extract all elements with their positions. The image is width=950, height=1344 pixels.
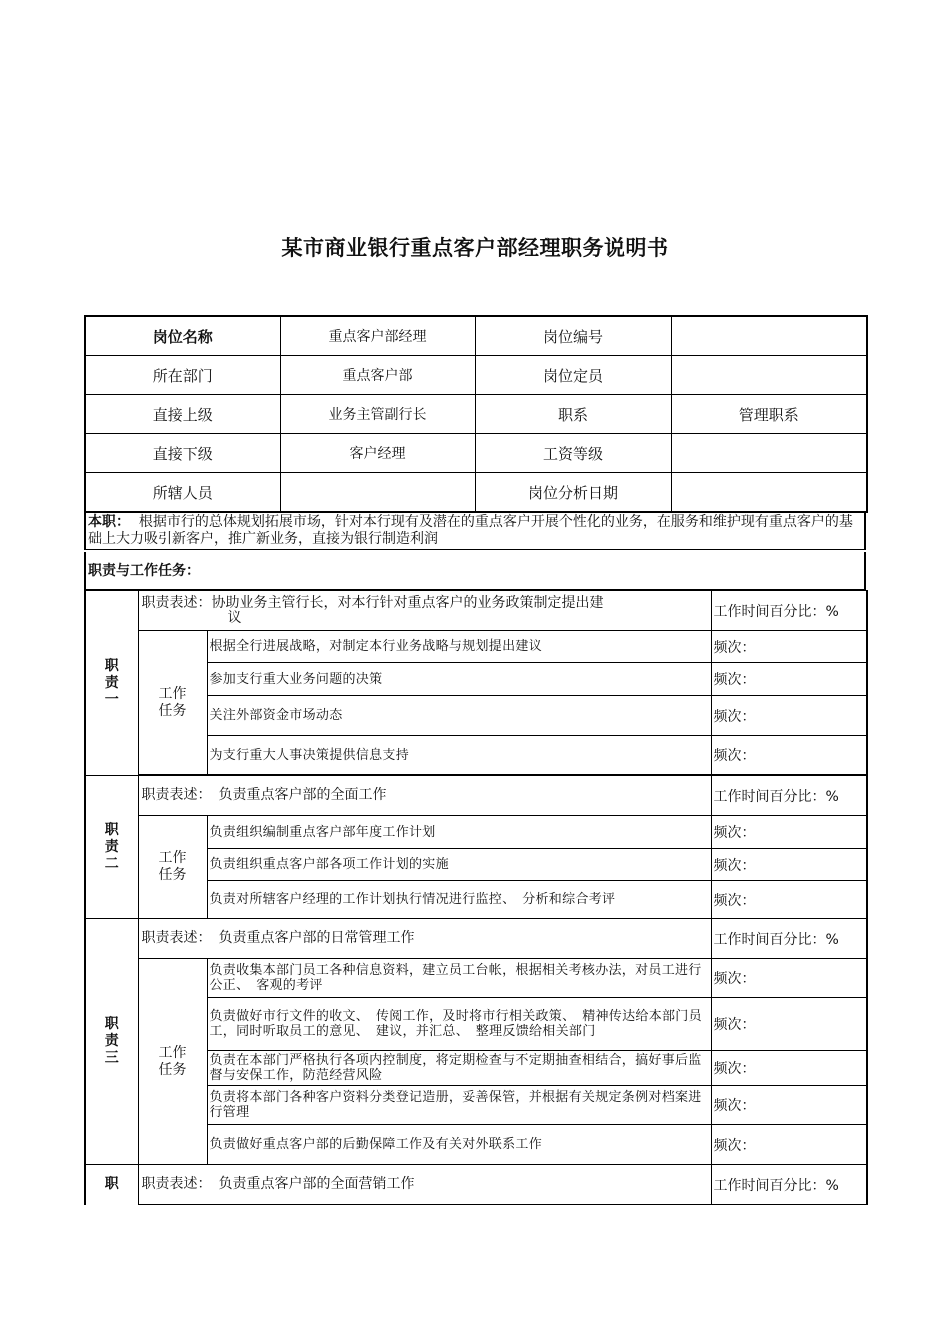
info-row <box>85 395 867 434</box>
position-info-table <box>84 315 868 513</box>
duty-desc-row <box>85 919 867 959</box>
frequency: 频次： <box>711 849 867 881</box>
info-value: 管理职系 <box>671 395 867 434</box>
task-text: 负责将本部门各种客户资料分类登记造册，妥善保管，并根据有关规定条例对档案进行管理 <box>207 1086 711 1125</box>
frequency: 频次： <box>711 816 867 849</box>
task-text: 负责在本部门严格执行各项内控制度，将定期检查与不定期抽查相结合，搞好事后监督与安保工作，防范经营风险 <box>207 1051 711 1086</box>
task-label: 工作 任务 <box>138 816 207 919</box>
task-text: 负责收集本部门员工各种信息资料，建立员工台帐，根据相关考核办法，对员工进行公正、 客观的考评 <box>207 959 711 998</box>
duty-label: 职 <box>85 1165 138 1205</box>
info-row <box>85 434 867 473</box>
duty-description: 职责表述： 负责重点客户部的全面工作 <box>138 776 711 816</box>
info-value: 业务主管副行长 <box>280 395 475 434</box>
info-label: 岗位编号 <box>475 316 671 356</box>
info-label: 工资等级 <box>475 434 671 473</box>
info-row <box>85 356 867 395</box>
duty-desc-row <box>85 1165 867 1205</box>
task-text: 负责组织编制重点客户部年度工作计划 <box>207 816 711 849</box>
info-value <box>671 434 867 473</box>
frequency: 频次： <box>711 1125 867 1165</box>
duty-label: 职 责 二 <box>85 776 138 919</box>
time-percentage: 工作时间百分比：% <box>711 591 867 631</box>
frequency: 频次： <box>711 1086 867 1125</box>
duties-heading: 职责与工作任务： <box>84 552 866 590</box>
frequency: 频次： <box>711 998 867 1051</box>
info-value: 重点客户部 <box>280 356 475 395</box>
summary-text: 根据市行的总体规划拓展市场，针对本行现有及潜在的重点客户开展个性化的业务，在服务和维护现有重点客户的基础上大力吸引新客户，推广新业务，直接为银行制造利润 <box>88 514 853 547</box>
frequency: 频次： <box>711 959 867 998</box>
summary-label: 本职： <box>88 514 130 530</box>
info-label: 岗位定员 <box>475 356 671 395</box>
info-value: 客户经理 <box>280 434 475 473</box>
time-percentage: 工作时间百分比：% <box>711 1165 867 1205</box>
document-title: 某市商业银行重点客户部经理职务说明书 <box>281 236 669 260</box>
task-row <box>85 631 867 663</box>
task-row <box>85 959 867 998</box>
task-text: 为支行重大人事决策提供信息支持 <box>207 736 711 775</box>
info-value: 重点客户部经理 <box>280 316 475 356</box>
task-row <box>85 816 867 849</box>
duty-desc-row <box>85 591 867 631</box>
info-label: 职系 <box>475 395 671 434</box>
task-text: 负责组织重点客户部各项工作计划的实施 <box>207 849 711 881</box>
duty-description: 职责表述： 负责重点客户部的全面营销工作 <box>138 1165 711 1205</box>
task-text: 负责做好市行文件的收文、 传阅工作，及时将市行相关政策、 精神传达给本部门员工，同时听取员工的意见、 建议，并汇总、 整理反馈给相关部门 <box>207 998 711 1051</box>
task-label: 工作 任务 <box>138 631 207 775</box>
info-row <box>85 473 867 513</box>
frequency: 频次： <box>711 1051 867 1086</box>
frequency: 频次： <box>711 631 867 663</box>
info-value <box>280 473 475 513</box>
info-label: 直接下级 <box>85 434 280 473</box>
time-percentage: 工作时间百分比：% <box>711 919 867 959</box>
task-label: 工作 任务 <box>138 959 207 1165</box>
task-text: 负责对所辖客户经理的工作计划执行情况进行监控、 分析和综合考评 <box>207 881 711 919</box>
frequency: 频次： <box>711 881 867 919</box>
info-label: 所在部门 <box>85 356 280 395</box>
task-text: 负责做好重点客户部的后勤保障工作及有关对外联系工作 <box>207 1125 711 1165</box>
info-label: 直接上级 <box>85 395 280 434</box>
task-text: 根据全行进展战略，对制定本行业务战略与规划提出建议 <box>207 631 711 663</box>
info-label: 岗位分析日期 <box>475 473 671 513</box>
duties-table <box>84 590 868 1205</box>
time-percentage: 工作时间百分比：% <box>711 776 867 816</box>
duty-desc-row <box>85 776 867 816</box>
task-text: 关注外部资金市场动态 <box>207 696 711 736</box>
info-label: 岗位名称 <box>85 316 280 356</box>
frequency: 频次： <box>711 663 867 696</box>
duty-description: 职责表述：协助业务主管行长，对本行针对重点客户的业务政策制定提出建 议 <box>138 591 711 631</box>
duty-label: 职 责 三 <box>85 919 138 1165</box>
duty-description: 职责表述： 负责重点客户部的日常管理工作 <box>138 919 711 959</box>
job-summary <box>84 512 866 550</box>
frequency: 频次： <box>711 696 867 736</box>
duty-label: 职 责 一 <box>85 591 138 776</box>
info-label: 所辖人员 <box>85 473 280 513</box>
frequency: 频次： <box>711 736 867 775</box>
task-text: 参加支行重大业务问题的决策 <box>207 663 711 696</box>
info-value <box>671 316 867 356</box>
info-value <box>671 356 867 395</box>
info-value <box>671 473 867 513</box>
info-row <box>85 316 867 356</box>
